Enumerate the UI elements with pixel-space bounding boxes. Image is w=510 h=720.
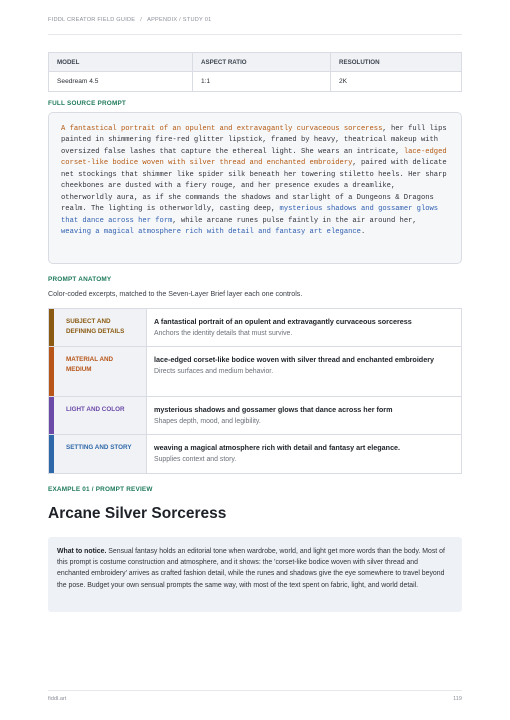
what-to-notice-callout xyxy=(48,537,462,612)
anatomy-excerpt: A fantastical portrait of an opulent and extravagantly curvaceous sorceress xyxy=(154,317,412,326)
anatomy-note: Supplies context and story. xyxy=(154,455,237,463)
layer-label-subject: SUBJECT AND DEFINING DETAILS xyxy=(49,309,147,346)
full-prompt-box xyxy=(48,112,462,264)
anatomy-excerpt: lace-edged corset-like bodice woven with silver thread and enchanted embroidery xyxy=(154,355,434,364)
notice-body: Sensual fantasy holds an editorial tone when wardrobe, world, and light get more words than the body. Most of this prompt is costume construction and atmosphere, and it shows: the 'corset-like bodice woven with silver thread and enchanted embroidery' arrives as crafted fashion detail, while the runes and shadows give the eye somewhere to travel beyond the pose. Budget your own sensual prompts the same way, with most of the text spent on fabric, light, and world detail. xyxy=(57,548,445,589)
anatomy-row xyxy=(49,347,461,397)
layer-label-material: MATERIAL AND MEDIUM xyxy=(49,347,147,396)
prompt-anatomy-label: PROMPT ANATOMY xyxy=(48,276,112,283)
full-prompt-label: FULL SOURCE PROMPT xyxy=(48,100,127,107)
prompt-highlight-subject: A fantastical portrait of an opulent and extravagantly curvaceous sorceress xyxy=(61,125,383,133)
anatomy-table xyxy=(48,308,462,474)
footer-site: fiddl.art xyxy=(48,696,67,702)
guide-name: FIDDL CREATOR FIELD GUIDE xyxy=(48,17,136,23)
prompt-highlight-material: lace-edged corset-like bodice woven with silver thread and enchanted embroidery xyxy=(61,147,447,168)
prompt-text-segment: , while arcane runes pulse faintly in the air around her, xyxy=(172,216,417,225)
anatomy-excerpt: weaving a magical atmosphere rich with detail and fantasy art elegance. xyxy=(154,443,401,452)
page-number: 119 xyxy=(453,696,462,702)
header-separator: / xyxy=(140,17,143,23)
anatomy-note: Directs surfaces and medium behavior. xyxy=(154,367,274,375)
anatomy-content xyxy=(147,347,461,396)
anatomy-content xyxy=(147,435,461,473)
layer-label-light: LIGHT AND COLOR xyxy=(49,397,147,434)
prompt-text-segment: , paired with delicate net stockings that shimmer like spider silk beneath her towering stiletto heels. Her sharp cheekbones are dusted with a fiery rouge, and her presence exudes a dreamlike, otherworldly aura, as if she commands the shadows and starlight of a Dungeons & Dragons realm. The lighting is otherworldly, casting deep, xyxy=(61,159,447,214)
prompt-anatomy-description: Color-coded excerpts, matched to the Seven-Layer Brief layer each one controls. xyxy=(48,290,303,298)
spec-value-resolution: 2K xyxy=(330,72,461,91)
anatomy-content xyxy=(147,397,461,434)
full-prompt-text xyxy=(61,124,449,239)
anatomy-note: Shapes depth, mood, and legibility. xyxy=(154,417,261,425)
anatomy-note: Anchors the identity details that must survive. xyxy=(154,329,293,337)
header-divider xyxy=(48,34,462,35)
anatomy-excerpt: mysterious shadows and gossamer glows that dance across her form xyxy=(154,405,393,414)
spec-header-model: MODEL xyxy=(49,53,192,72)
example-label: EXAMPLE 01 / PROMPT REVIEW xyxy=(48,486,153,493)
anatomy-row xyxy=(49,309,461,347)
spec-header-resolution: RESOLUTION xyxy=(330,53,461,72)
footer-divider xyxy=(48,690,462,691)
prompt-text-segment: . xyxy=(360,228,366,237)
spec-value-model: Seedream 4.5 xyxy=(57,78,99,85)
spec-table xyxy=(48,52,462,92)
running-header xyxy=(48,17,211,23)
prompt-highlight-setting: weaving a magical atmosphere rich with detail and fantasy art elegance xyxy=(61,228,361,237)
prompt-text-segment: , her full lips painted in shimmering fire-red glitter lipstick, framed by heavy, theatrical makeup with oversized false lashes that capture the ethereal light. She wears an intricate, xyxy=(61,125,447,156)
anatomy-row xyxy=(49,397,461,435)
spec-value-aspect-ratio: 1:1 xyxy=(192,72,330,91)
prompt-highlight-light: mysterious shadows and gossamer glows that dance across her form xyxy=(61,205,439,225)
spec-header-aspect-ratio: ASPECT RATIO xyxy=(192,53,330,72)
anatomy-row xyxy=(49,435,461,473)
anatomy-content xyxy=(147,309,461,346)
notice-heading: What to notice. xyxy=(57,548,107,555)
header-section: APPENDIX / STUDY 01 xyxy=(147,17,212,23)
layer-label-setting: SETTING AND STORY xyxy=(49,435,147,473)
example-title: Arcane Silver Sorceress xyxy=(48,505,227,522)
